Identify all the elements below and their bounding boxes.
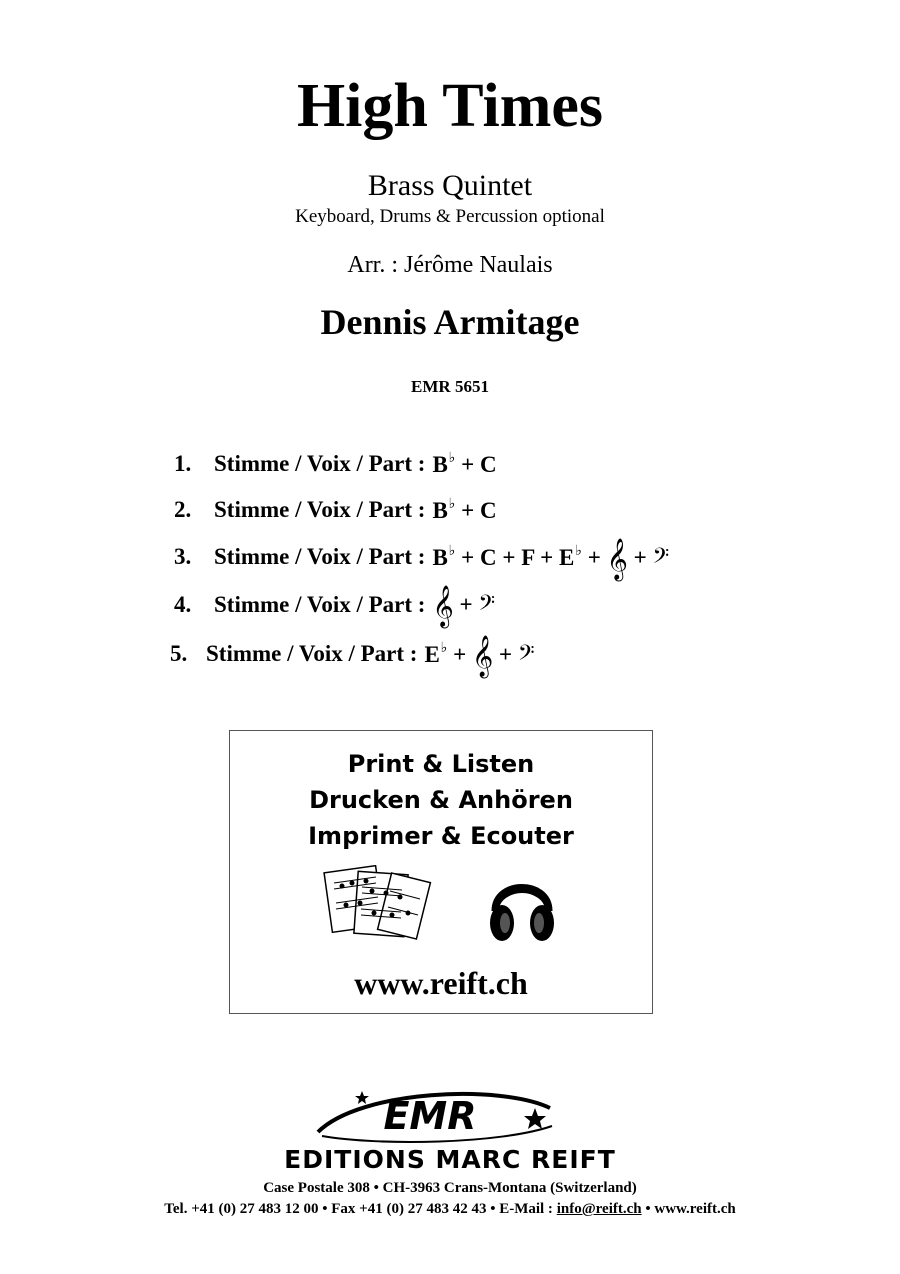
key-text: +: [493, 642, 518, 667]
emr-logo-text: EMR: [383, 1094, 477, 1138]
contact-website[interactable]: • www.reift.ch: [641, 1201, 736, 1217]
print-listen-box: [229, 730, 653, 1014]
part-row: [174, 585, 495, 625]
bass-clef-icon: 𝄢: [517, 641, 535, 671]
promo-line-en: Print & Listen: [347, 750, 535, 778]
flat-sign: ♭: [448, 497, 456, 512]
sheet-music-icon: [322, 865, 432, 945]
flat-sign: ♭: [440, 641, 448, 656]
contact-email-link[interactable]: info@reift.ch: [556, 1201, 642, 1217]
key-note: B: [432, 545, 448, 570]
part-number: 1.: [174, 451, 192, 476]
key-note: E: [424, 642, 440, 667]
key-note: B: [432, 452, 448, 477]
key-text: +: [627, 545, 653, 570]
page-title: High Times: [296, 72, 604, 140]
key-note: B: [432, 498, 448, 523]
part-label: Stimme / Voix / Part :: [214, 592, 426, 617]
emr-logo: [300, 1086, 560, 1146]
part-label: Stimme / Voix / Part :: [214, 451, 426, 476]
bass-clef-icon: 𝄢: [652, 544, 670, 574]
bass-clef-icon: 𝄢: [478, 591, 496, 621]
publisher-name: EDITIONS MARC REIFT: [284, 1145, 616, 1174]
composer-name: Dennis Armitage: [320, 302, 580, 342]
part-label: Stimme / Voix / Part :: [214, 497, 426, 522]
ensemble-subtitle: Brass Quintet: [367, 169, 533, 202]
part-row: [174, 490, 497, 530]
key-text: +: [447, 642, 473, 667]
promo-line-de: Drucken & Anhören: [309, 786, 573, 814]
part-number: 4.: [174, 592, 192, 617]
part-keys: [432, 496, 496, 524]
key-text: + C: [455, 498, 497, 523]
headphones-icon: [486, 867, 558, 945]
key-text: + C + F + E: [455, 545, 575, 570]
flat-sign: ♭: [575, 544, 582, 559]
part-keys: [424, 636, 535, 677]
key-text: + C: [455, 452, 497, 477]
part-number: 5.: [170, 641, 188, 666]
part-row: [174, 537, 670, 580]
publisher-address: Case Postale 308 • CH-3963 Crans-Montana (Switzerland): [263, 1180, 637, 1196]
flat-sign: ♭: [448, 451, 456, 466]
arranger-credit: Arr. : Jérôme Naulais: [347, 252, 553, 278]
part-number: 3.: [174, 544, 192, 569]
contact-phone-fax: Tel. +41 (0) 27 483 12 00 • Fax +41 (0) 27 483 42 43 • E-Mail :: [164, 1201, 557, 1217]
instrumentation-note: Keyboard, Drums & Percussion optional: [295, 206, 605, 227]
part-label: Stimme / Voix / Part :: [214, 544, 426, 569]
catalog-number: EMR 5651: [411, 377, 489, 396]
part-keys: [432, 586, 496, 627]
treble-clef-icon: 𝄞: [606, 539, 628, 580]
part-row: [170, 634, 535, 677]
promo-website[interactable]: www.reift.ch: [354, 965, 528, 1001]
flat-sign: ♭: [448, 544, 456, 559]
key-text: +: [453, 592, 479, 617]
promo-line-fr: Imprimer & Ecouter: [308, 822, 574, 850]
part-row: [174, 444, 497, 484]
publisher-contact: [0, 1199, 900, 1219]
key-text: +: [581, 545, 607, 570]
part-label: Stimme / Voix / Part :: [206, 641, 418, 666]
part-keys: [432, 539, 670, 580]
part-keys: [432, 450, 496, 478]
part-number: 2.: [174, 497, 192, 522]
treble-clef-icon: 𝄞: [472, 636, 494, 677]
treble-clef-icon: 𝄞: [432, 586, 454, 627]
